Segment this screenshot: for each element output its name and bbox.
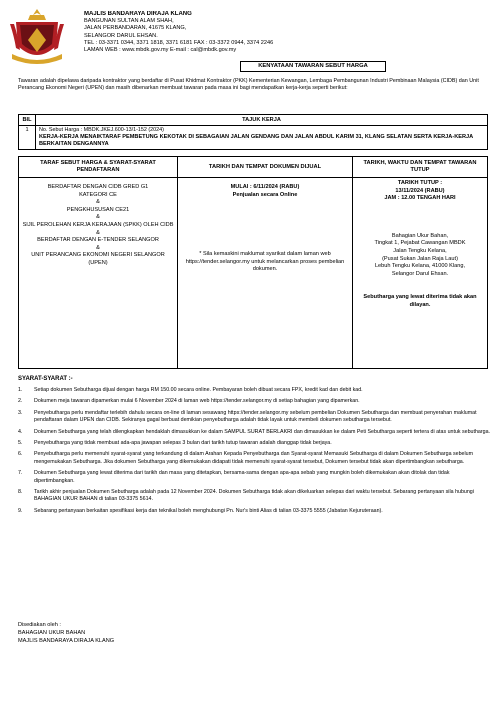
condition-item <box>18 451 490 466</box>
condition-number: 1. <box>18 387 23 393</box>
condition-item <box>18 398 490 405</box>
sale-header: TARIKH DAN TEMPAT DOKUMEN DIJUAL <box>178 157 353 178</box>
requirements-header: TARAF SEBUT HARGA & SYARAT-SYARAT PENDAFTARAN <box>19 157 178 178</box>
condition-number: 2. <box>18 398 23 405</box>
prepared-by-label: Disediakan oleh : <box>18 622 61 628</box>
condition-text: Penyebutharga perlu mendaftar terlebih dahulu secara on-line di laman sesawang https://tender.selangor.my sebelum pembelian Dokumen Sebutharga dan membuat penyerahan maklumat pendaftaran dalam UPEN dan CIDB. Sekiranya gagal berbuat demikian penyebutharga adalah tidak layak untuk membeli dokumen sebutharga tersebut. <box>34 409 477 424</box>
sale-start-date: MULAI : 6/11/2024 (RABU) <box>230 184 300 190</box>
condition-item <box>18 508 490 515</box>
intro-paragraph: Tawaran adalah dipelawa daripada kontraktor yang berdaftar di Pusat Khidmat Kontraktor (PKK) Kementerian Kewangan, Lembaga Pembangunan Industri Pembinaan Malaysia (CIDB) dan Unit Perancang Ekonomi Negeri (UPEN) dan masih dibenarkan membuat tawaran pada masa ini bagi mendapatkan kerja-kerja seperti berikut: <box>18 78 479 92</box>
requirement-line: KATEGORI CE <box>79 191 117 198</box>
closing-header: TARIKH, WAKTU DAN TEMPAT TAWARAN TUTUP <box>353 157 488 178</box>
web-line: LAMAN WEB : www.mbdk.gov.my E-mail : cal@mbdk.gov.my <box>84 47 237 54</box>
closing-place-line: Tingkat 1, Pejabat Cawangan MBDK <box>374 240 466 247</box>
condition-item <box>18 440 490 447</box>
quotation-reference: No. Sebut Harga : MBDK.JKEJ.600-13/1-152 (2024) <box>39 127 164 133</box>
requirement-line: UNIT PERANCANG EKONOMI NEGERI SELANGOR (UPEN) <box>31 252 165 266</box>
conditions-heading: SYARAT-SYARAT :- <box>18 376 73 382</box>
bil-header: BIL <box>19 115 36 126</box>
closing-details <box>353 178 488 369</box>
requirement-line: & <box>96 214 100 221</box>
sale-mode: Penjualan secara Online <box>232 191 298 198</box>
condition-number: 6. <box>18 451 23 458</box>
condition-text: Setiap dokumen Sebutharga dijual dengan harga RM 150.00 secara online. Pembayaran boleh dibuat secara FPX, kredit kad dan debit kad. <box>34 387 363 393</box>
requirement-line: & <box>96 229 100 236</box>
address-line: SELANGOR DARUL EHSAN. <box>84 32 158 39</box>
late-submission-note: Sebutharga yang lewat diterima tidak akan dilayan. <box>363 294 477 308</box>
requirement-line: SIJIL PEROLEHAN KERJA KERAJAAN (SPKK) OLEH CIDB <box>22 221 174 228</box>
condition-text: Sebarang pertanyaan berkaitan spesifikasi kerja dan teknikal boleh menghubungi Pn. Nur's binti Alias di talian 03-3375 5555 (Jabatan Kejuruteraan). <box>34 507 383 514</box>
prepared-by-council: MAJLIS BANDARAYA DIRAJA KLANG <box>18 638 115 644</box>
condition-item <box>18 410 490 425</box>
requirement-line: & <box>96 244 100 251</box>
condition-item <box>18 470 490 485</box>
contact-line: TEL : 03-3371 0344, 3371 1818, 3371 6181 FAX : 03-3372 0944, 3374 2246 <box>84 39 274 46</box>
sale-details <box>178 178 353 369</box>
closing-label: TARIKH TUTUP : <box>397 180 443 186</box>
closing-place-line: Bahagian Ukur Bahan, <box>391 232 449 239</box>
sale-note: * Sila kemaskini maklumat syarikat dalam laman web https://tender.selangor.my untuk melancarkan proses pembelian dokumen. <box>185 251 345 273</box>
condition-number: 3. <box>18 409 23 416</box>
closing-place-line: Jalan Tengku Kelana, <box>393 247 447 254</box>
condition-number: 5. <box>18 440 23 447</box>
closing-date: 13/11/2024 (RABU) <box>395 187 445 194</box>
condition-number: 9. <box>18 507 23 514</box>
notice-title: KENYATAAN TAWARAN SEBUT HARGA <box>240 61 386 72</box>
condition-number: 4. <box>18 428 23 435</box>
work-title-table <box>18 114 488 150</box>
closing-place-line: (Pusat Sukan Jalan Raja Laut) <box>382 255 458 262</box>
address-line: BANGUNAN SULTAN ALAM SHAH, <box>84 18 174 25</box>
prepared-by-department: BAHAGIAN UKUR BAHAN <box>18 630 86 636</box>
condition-item <box>18 387 490 394</box>
requirement-line: PENGKHUSUSAN CE21 <box>66 206 130 213</box>
closing-time: JAM : 12.00 TENGAH HARI <box>384 195 456 202</box>
condition-text: Penyebutharga perlu memenuhi syarat-syarat yang terkandung di dalam Arahan Kepada Penyebutharga dan Syarat-syarat Memasuki Sebutharga di dalam Dokumen Sebutharga sebelum mengemukakan Sebutharga. Jika dokumen Sebutharga yang dikemukakan didapati tidak memenuhi syarat-syarat tersebut, Dokumen tersebut tidak akan dipertimbangkan sebutharga. <box>34 451 474 465</box>
condition-text: Penyebutharga yang tidak membuat ada-apa jawapan selepas 3 bulan dari tarikh tutup tawaran adalah dianggap tidak berjaya. <box>34 440 332 447</box>
mbdk-crest-logo <box>6 6 68 66</box>
work-description: KERJA-KERJA MENAIKTARAF PEMBETUNG KEKOTAK DI SEBAGAIAN JALAN GENDANG DAN JALAN ABDUL KARIM 31, KLANG SELATAN SERTA KERJA-KERJA BERKAITAN DENGANNYA <box>39 134 473 147</box>
condition-number: 7. <box>18 470 23 477</box>
row-number: 1 <box>19 126 36 150</box>
condition-text: Dokumen meja tawaran dipamerkan mulai 6 November 2024 di laman web https://tender.selangor.my di setiap bahagian yang dipamerkan. <box>34 398 360 405</box>
tajuk-header: TAJUK KERJA <box>36 115 488 126</box>
conditions-list <box>18 387 490 519</box>
address-line: JALAN PERBANDARAN, 41675 KLANG, <box>84 25 187 32</box>
requirement-line: BERDAFTAR DENGAN E-TENDER SELANGOR <box>37 237 159 244</box>
registration-requirements <box>19 178 178 369</box>
prepared-by <box>18 621 114 645</box>
letterhead <box>84 11 414 54</box>
condition-item <box>18 429 490 436</box>
requirement-line: BERDAFTAR DENGAN CIDB GRED G1 <box>47 184 149 190</box>
condition-number: 8. <box>18 489 23 496</box>
condition-text: Tarikh akhir penjualan Dokumen Sebutharga adalah pada 12 November 2024. Dokumen Sebutharga tidak akan dikeluarkan selepas dari waktu tersebut. Sebarang pertanyaan sila hubungi BAHAGIAN UKUR BAHAN di talian 03-3375 5614. <box>34 489 474 503</box>
closing-place-line: Lebuh Tengku Kelana, 41000 Klang, <box>374 263 466 270</box>
closing-place-line: Selangor Darul Ehsan. <box>391 270 449 277</box>
requirement-line: & <box>96 199 100 206</box>
condition-text: Dokumen Sebutharga yang lewat diterima dari tarikh dan masa yang ditetapkan, bersama-sama dengan apa-apa sebab yang mungkin boleh dikemukakan akan ditolak dan tidak dipertimbangkan. <box>34 470 450 484</box>
condition-text: Dokumen Sebutharga yang telah dilengkapkan hendaklah dimasukkan ke dalam SAMPUL SURAT BERLAKRI dan dimasukkan ke dalam Peti Sebutharga seperti tertera di atas untuk sebutharga. <box>34 428 490 435</box>
org-name: MAJLIS BANDARAYA DIRAJA KLANG <box>84 11 192 17</box>
condition-item <box>18 489 490 504</box>
details-table <box>18 156 488 369</box>
